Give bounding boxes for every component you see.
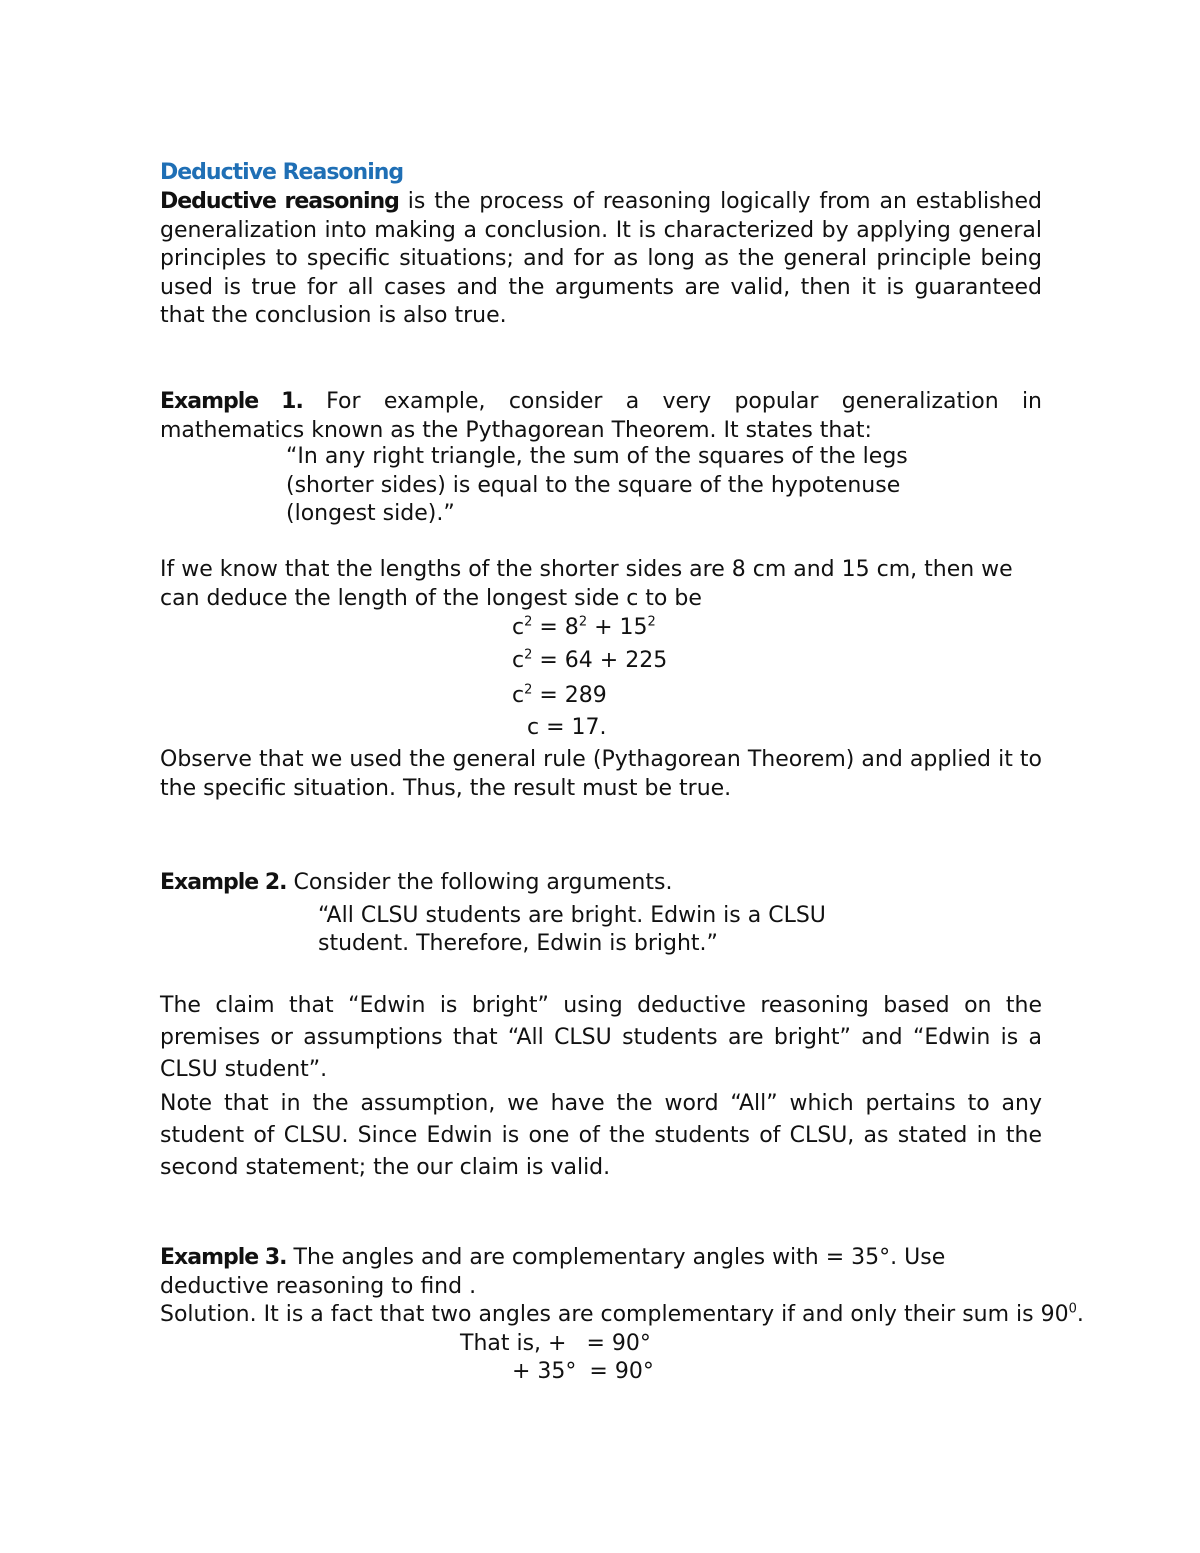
example3-text-5: . <box>469 1273 477 1299</box>
equation-4: c = 17. <box>527 715 607 740</box>
example3-text-1: The angles <box>286 1245 421 1270</box>
example3-label: Example 3. <box>160 1245 287 1270</box>
example3-text-3: are complementary angles with <box>469 1245 826 1270</box>
equation-1 <box>512 614 656 642</box>
term-bold: Deductive reasoning <box>160 189 399 214</box>
solution-text: Solution. It is a fact that two angles are complementary if and only their sum is 90 <box>160 1302 1069 1327</box>
example3-text-2: and <box>420 1245 470 1270</box>
that-is-label: That is, <box>460 1331 549 1356</box>
solution-line <box>160 1301 1084 1329</box>
example1-paragraph <box>160 388 1042 445</box>
claim-paragraph: The claim that “Edwin is bright” using deductive reasoning based on the premises or assumptions that “All CLSU students are bright” and “Edwin is a CLSU student”. <box>160 993 1042 1082</box>
argument-quote-line2: student. Therefore, Edwin is bright.” <box>318 931 718 956</box>
eq3-c: c <box>512 683 525 708</box>
example1-label: Example 1. <box>160 389 303 414</box>
example3-paragraph <box>160 1244 1030 1301</box>
example2-paragraph <box>160 869 1042 898</box>
example2-text: Consider the following arguments. <box>286 870 673 895</box>
equation-3 <box>512 682 607 710</box>
intro-paragraph <box>160 188 1042 331</box>
observe-paragraph: Observe that we used the general rule (Pythagorean Theorem) and applied it to the specific situation. Thus, the result must be true. <box>160 747 1042 801</box>
eq1-end: + 15 <box>587 615 648 640</box>
rhs-1: = 90° <box>579 1331 651 1356</box>
solution-sup: 0 <box>1068 1301 1077 1317</box>
eq1-exp3: 2 <box>647 614 656 630</box>
eq1-mid: = 8 <box>532 615 579 640</box>
section-heading: Deductive Reasoning <box>160 160 404 185</box>
solution-end: . <box>1076 1302 1084 1327</box>
eq2-c: c <box>512 648 525 673</box>
pythagorean-quote: “In any right triangle, the sum of the squares of the legs (shorter sides) is equal to the square of the hypotenuse (longest side).” <box>286 444 908 526</box>
note-paragraph: Note that in the assumption, we have the word “All” which pertains to any student of CLSU. Since Edwin is one of the students of CLSU, as stated in the second statement; the our claim is valid. <box>160 1091 1042 1180</box>
rhs-2: = 90° <box>582 1359 654 1384</box>
eq1-exp2: 2 <box>578 614 588 630</box>
eq2-rest: = 64 + 225 <box>532 648 668 673</box>
eq1-c: c <box>512 615 525 640</box>
example1-text: For example, consider a very popular generalization in mathematics known as the Pythagorean Theorem. It states that: <box>160 389 1042 443</box>
example2-label: Example 2. <box>160 870 287 895</box>
eq3-exp: 2 <box>524 682 533 698</box>
example1-lead: If we know that the lengths of the shorter sides are 8 cm and 15 cm, then we can deduce the length of the longest side c to be <box>160 557 1013 611</box>
angle-equation-1 <box>460 1330 651 1358</box>
plus-35: + 35° <box>512 1359 577 1384</box>
eq3-rest: = 289 <box>532 683 607 708</box>
angle-equation-2 <box>512 1358 654 1386</box>
example3-text-4: = 35°. Use deductive reasoning to find <box>160 1245 946 1299</box>
eq1-exp1: 2 <box>524 614 533 630</box>
argument-quote-line1: “All CLSU students are bright. Edwin is a CLSU <box>318 903 826 928</box>
intro-text: is the process of reasoning logically from an established generalization into making a conclusion. It is characterized by applying general principles to specific situations; and for as long as the general principle being used is true for all cases and the arguments are valid, then it is guaranteed that the conclusion is also true. <box>160 189 1042 328</box>
equation-2 <box>512 647 667 675</box>
plus-sign: + <box>548 1331 574 1356</box>
eq2-exp: 2 <box>524 647 533 663</box>
